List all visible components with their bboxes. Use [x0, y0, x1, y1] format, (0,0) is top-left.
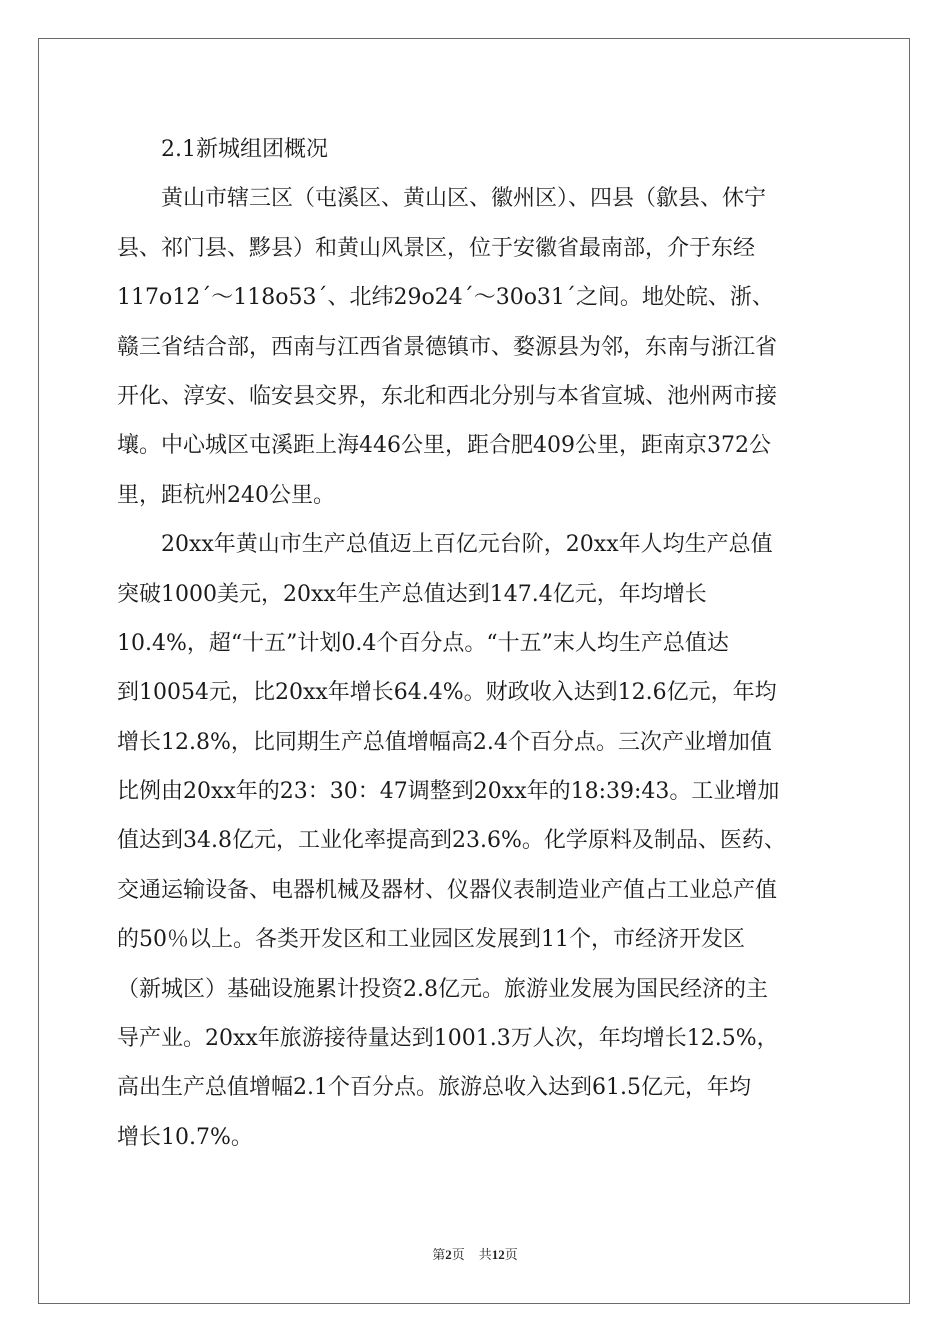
- document-body: [117, 125, 842, 1162]
- total-suffix: 页: [504, 1247, 518, 1262]
- paragraph-line: （新城区）基础设施累计投资2.8亿元。旅游业发展为国民经济的主: [117, 976, 768, 1002]
- paragraph-line: 比例由20xx年的23：30：47调整到20xx年的18:39:43。工业增加: [117, 779, 780, 805]
- paragraph-line: 值达到34.8亿元，工业化率提高到23.6%。化学原料及制品、医药、: [117, 828, 786, 854]
- paragraph-line: 导产业。20xx年旅游接待量达到1001.3万人次，年均增长12.5%，: [117, 1026, 779, 1052]
- paragraph-line: 交通运输设备、电器机械及器材、仪器仪表制造业产值占工业总产值: [117, 877, 778, 903]
- paragraph-location: [117, 174, 842, 520]
- paragraph-line: 增长12.8%，比同期生产总值增幅高2.4个百分点。三次产业增加值: [117, 729, 772, 755]
- paragraph-line: 的50％以上。各类开发区和工业园区发展到11个，市经济开发区: [117, 927, 745, 953]
- paragraph-line: 117o12´～118o53´、北纬29o24´～30o31´之间。地处皖、浙、: [117, 285, 774, 311]
- paragraph-line: 20xx年黄山市生产总值迈上百亿元台阶，20xx年人均生产总值: [161, 532, 773, 558]
- paragraph-line: 突破1000美元，20xx年生产总值达到147.4亿元，年均增长: [117, 581, 707, 607]
- paragraph-line: 开化、淳安、临安县交界，东北和西北分别与本省宣城、池州两市接: [117, 383, 778, 409]
- paragraph-line: 赣三省结合部，西南与江西省景德镇市、婺源县为邻，东南与浙江省: [117, 334, 778, 360]
- paragraph-line: 到10054元，比20xx年增长64.4%。财政收入达到12.6亿元，年均: [117, 680, 777, 706]
- page-number: 2: [445, 1247, 452, 1262]
- paragraph-line: 壤。中心城区屯溪距上海446公里，距合肥409公里，距南京372公: [117, 433, 771, 459]
- paragraph-line: 县、祁门县、黟县）和黄山风景区，位于安徽省最南部，介于东经: [117, 235, 756, 261]
- paragraph-economy: [117, 520, 842, 1162]
- page-suffix: 页: [451, 1247, 465, 1262]
- paragraph-line: 黄山市辖三区（屯溪区、黄山区、徽州区）、四县（歙县、休宁: [161, 186, 767, 212]
- paragraph-line: 增长10.7%。: [117, 1124, 253, 1150]
- paragraph-line: 高出生产总值增幅2.1个百分点。旅游总收入达到61.5亿元，年均: [117, 1075, 751, 1101]
- section-heading: 2.1新城组团概况: [161, 137, 328, 162]
- total-prefix: 共: [478, 1247, 492, 1262]
- page-prefix: 第: [432, 1247, 446, 1262]
- paragraph-line: 10.4%，超“十五”计划0.4个百分点。“十五”末人均生产总值达: [117, 630, 729, 656]
- total-pages: 12: [491, 1247, 505, 1262]
- page-footer: [0, 1246, 950, 1264]
- paragraph-line: 里，距杭州240公里。: [117, 482, 335, 508]
